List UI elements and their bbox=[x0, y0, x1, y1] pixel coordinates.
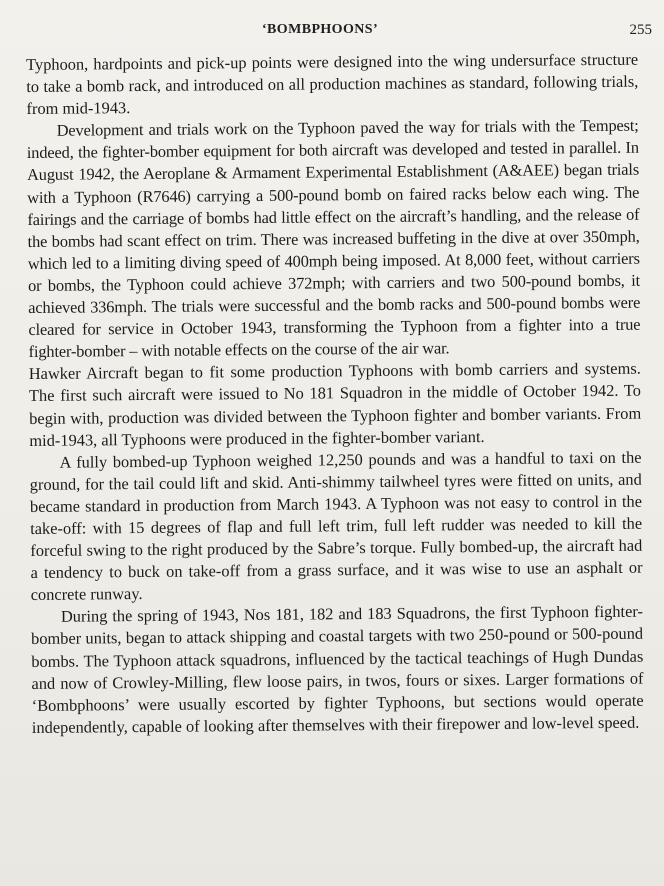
running-head: ‘BOMBPHOONS’ bbox=[262, 22, 379, 37]
page-header bbox=[0, 22, 664, 46]
paragraph: Typhoon, hardpoints and pick-up points were designed into the wing undersurface structure to take a bomb rack, and introduced on all production machines as standard, following trials, from mid-1943. bbox=[26, 49, 639, 119]
paragraph: During the spring of 1943, Nos 181, 182 and 183 Squadrons, the first Typhoon fighter-bomber units, began to attack shipping and coastal targets with two 250-pound or 500-pound bombs. The Typhoon attack squadrons, influenced by the tactical teachings of Hugh Dundas and now of Crowley-Milling, flew loose pairs, in twos, fours or sixes. Larger formations of ‘Bombphoons’ were usually escorted by fighter Typhoons, but sections would operate independently, capable of looking after themselves with their firepower and low-level speed. bbox=[31, 601, 644, 737]
paragraph: Development and trials work on the Typhoon paved the way for trials with the Tempest; indeed, the fighter-bomber equipment for both aircraft was developed and tested in parallel. In August 1942, the Aeroplane & Armament Experimental Establishment (A&AEE) began trials with a Typhoon (R7646) carrying a 500-pound bomb on faired racks below each wing. The fairings and the carriage of bombs had little effect on the aircraft’s handling, and the release of the bombs had scant effect on trim. There was increased buffeting in the dive at over 350mph, which led to a limiting diving speed of 400mph being imposed. At 8,000 feet, without carriers or bombs, the Typhoon could achieve 372mph; with carriers and two 500-pound bombs, it achieved 336mph. The trials were successful and the bomb racks and 500-pound bombs were cleared for service in October 1943, transforming the Typhoon from a fighter into a true fighter-bomber – with notable effects on the course of the air war. bbox=[26, 115, 641, 362]
paragraph: Hawker Aircraft began to fit some production Typhoons with bomb carriers and systems. The first such aircraft were issued to No 181 Squadron in the middle of October 1942. To begin with, production was divided between the Typhoon fighter and bomber variants. From mid-1943, all Typhoons were produced in the fighter-bomber variant. bbox=[28, 358, 642, 450]
paragraph: A fully bombed-up Typhoon weighed 12,250 pounds and was a handful to taxi on the ground, for the tail could lift and skid. Anti-shimmy tailwheel tyres were fitted on units, and became standard in production from March 1943. A Typhoon was not easy to control in the take-off: with 15 degrees of flap and full left trim, full left rudder was needed to kill the forceful swing to the right produced by the Sabre’s torque. Fully bombed-up, the aircraft had a tendency to buck on take-off from a grass surface, and it was wise to use an asphalt or concrete runway. bbox=[29, 447, 643, 605]
page-number: 255 bbox=[629, 22, 652, 38]
body-text bbox=[26, 49, 644, 739]
